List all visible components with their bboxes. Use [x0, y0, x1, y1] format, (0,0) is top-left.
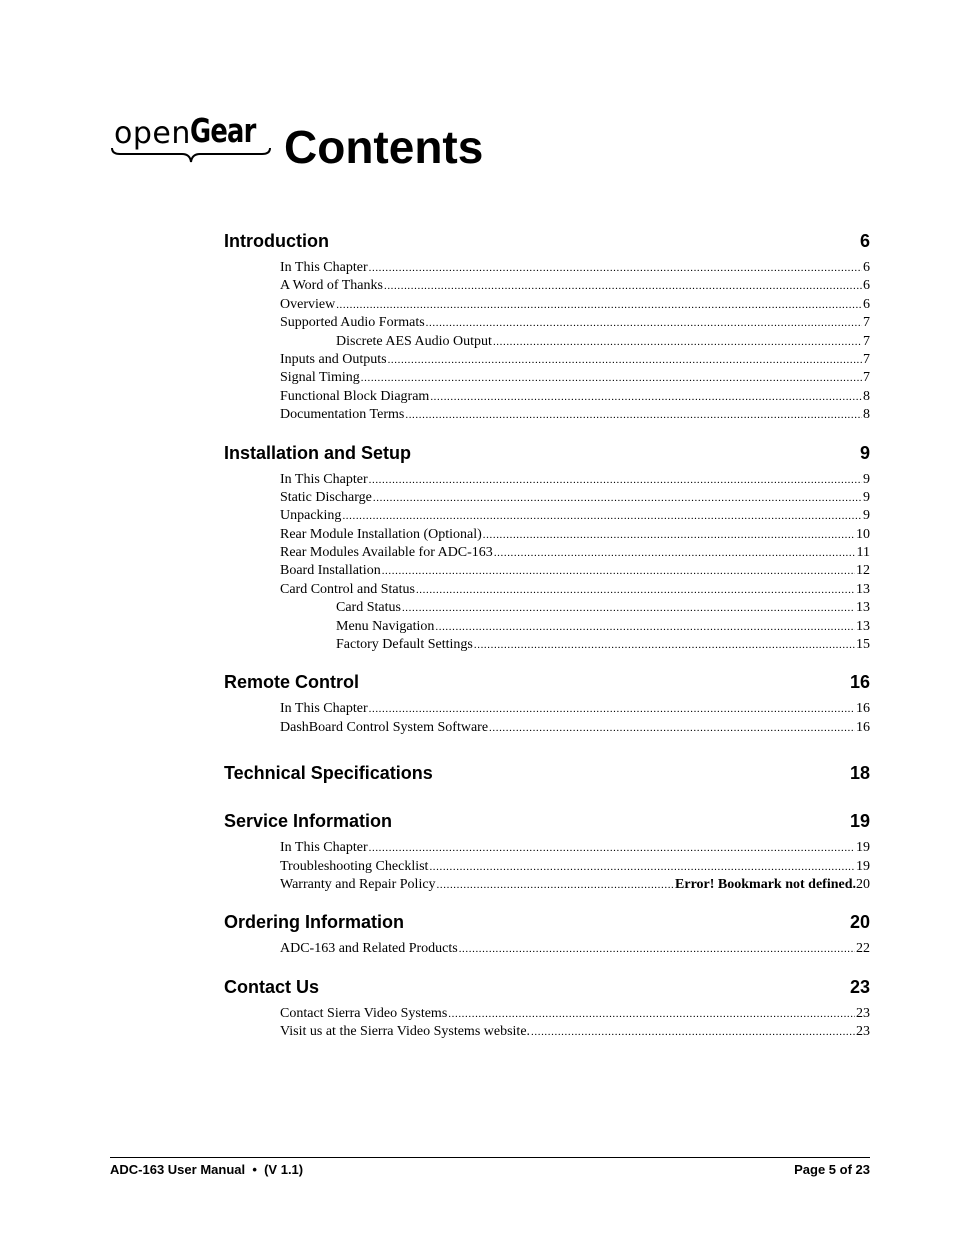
- toc-dot-leader: [373, 492, 862, 504]
- toc-entry-page: 23: [856, 1024, 870, 1040]
- toc-entry-page: 23: [856, 1005, 870, 1021]
- toc-dot-leader: [369, 703, 855, 715]
- toc-chapter: [224, 761, 870, 785]
- toc-entry-page: 12: [856, 563, 870, 579]
- toc-entry[interactable]: [280, 406, 870, 424]
- toc-dot-leader: [369, 842, 855, 854]
- toc-entry[interactable]: [280, 369, 870, 387]
- toc-chapter-title: Technical Specifications: [224, 763, 433, 784]
- page-title: Contents: [284, 121, 484, 173]
- toc-entry-label: Card Control and Status: [280, 581, 415, 597]
- toc-dot-leader: [384, 280, 862, 292]
- toc-entry[interactable]: [280, 259, 870, 277]
- toc-entry[interactable]: [280, 351, 870, 369]
- toc-entry-label: Static Discharge: [280, 489, 372, 505]
- toc-dot-leader: [405, 409, 862, 421]
- toc-entry-page: 7: [863, 351, 870, 367]
- table-of-contents: [224, 229, 870, 1042]
- footer-divider: [110, 1157, 870, 1158]
- footer-manual-title: ADC-163 User Manual • (V 1.1): [110, 1162, 304, 1177]
- toc-entry[interactable]: [280, 858, 870, 876]
- toc-entry[interactable]: [280, 296, 870, 314]
- toc-dot-leader: [448, 1008, 855, 1020]
- toc-entry-page: 19: [856, 858, 870, 874]
- toc-chapter-heading[interactable]: [224, 809, 870, 833]
- toc-entry-label: In This Chapter: [280, 701, 368, 717]
- toc-chapter-page: 6: [859, 231, 870, 251]
- toc-chapter-page: 18: [849, 763, 870, 784]
- toc-entry-page: 7: [863, 315, 870, 331]
- toc-chapter-page: 16: [849, 672, 870, 693]
- toc-entry-page: 13: [856, 581, 870, 597]
- logo-open-text: open: [114, 116, 191, 151]
- toc-entry-label: Signal Timing: [280, 370, 360, 386]
- toc-chapter: [224, 975, 870, 1042]
- toc-entry-label: Discrete AES Audio Output: [336, 333, 492, 349]
- toc-dot-leader: [416, 584, 855, 596]
- toc-entry-page: 11: [856, 545, 870, 561]
- toc-entry-label: Overview: [280, 296, 336, 312]
- toc-chapter: [224, 670, 870, 737]
- toc-dot-leader: [437, 879, 674, 891]
- toc-entry[interactable]: [280, 277, 870, 295]
- toc-entry-label: In This Chapter: [280, 840, 368, 856]
- toc-entry-page: 16: [856, 719, 870, 735]
- toc-entry-page: 20: [856, 876, 870, 892]
- toc-entry[interactable]: [280, 544, 870, 562]
- toc-entry[interactable]: [280, 526, 870, 544]
- toc-entry-label: Warranty and Repair Policy: [280, 876, 436, 892]
- toc-chapter-title: Service Information: [224, 811, 393, 832]
- toc-entry-label: Unpacking: [280, 508, 342, 524]
- toc-dot-leader: [489, 722, 855, 734]
- toc-dot-leader: [382, 565, 855, 577]
- toc-chapter-page: 9: [859, 442, 870, 463]
- footer-page-number: Page 5 of 23: [794, 1162, 870, 1177]
- toc-entry-page: 22: [856, 941, 870, 957]
- toc-entry-page: 7: [863, 333, 870, 349]
- toc-entry-page: 15: [856, 637, 870, 653]
- toc-entry-label: Functional Block Diagram: [280, 388, 430, 404]
- toc-chapter-page: 23: [849, 976, 870, 997]
- toc-chapter-title: Remote Control: [224, 672, 359, 693]
- toc-chapter-title: Ordering Information: [224, 912, 404, 933]
- toc-entry[interactable]: [280, 700, 870, 718]
- toc-entry-page: 6: [863, 278, 870, 294]
- toc-dot-leader: [361, 372, 862, 384]
- toc-chapter-heading[interactable]: [224, 975, 870, 999]
- toc-entry[interactable]: [280, 719, 870, 737]
- toc-dot-leader: [429, 861, 855, 873]
- toc-chapter-heading[interactable]: [224, 670, 870, 694]
- toc-dot-leader: [430, 391, 862, 403]
- toc-dot-leader: [474, 639, 855, 651]
- toc-entry[interactable]: [280, 940, 870, 958]
- toc-entry-label: Visit us at the Sierra Video Systems website.: [280, 1024, 531, 1040]
- toc-chapter-title: Introduction: [224, 231, 329, 251]
- toc-chapter-heading[interactable]: [224, 761, 870, 785]
- toc-entry-label: DashBoard Control System Software: [280, 719, 489, 735]
- toc-entry[interactable]: [336, 333, 870, 351]
- toc-entry[interactable]: [280, 581, 870, 599]
- toc-entry[interactable]: [280, 562, 870, 580]
- toc-entry-page: 7: [863, 370, 870, 386]
- toc-chapter: [224, 910, 870, 958]
- logo-brace-icon: [110, 146, 272, 166]
- toc-entry-page: 16: [856, 701, 870, 717]
- toc-entry[interactable]: [336, 618, 870, 636]
- toc-entry-label: Menu Navigation: [336, 618, 435, 634]
- toc-dot-leader: [531, 1026, 855, 1038]
- toc-dot-leader: [336, 299, 862, 311]
- toc-entry[interactable]: [280, 388, 870, 406]
- toc-dot-leader: [426, 317, 862, 329]
- toc-entry-page: 13: [856, 600, 870, 616]
- toc-entry-label: Inputs and Outputs: [280, 351, 387, 367]
- toc-dot-leader: [342, 510, 862, 522]
- toc-dot-leader: [402, 602, 855, 614]
- toc-chapter: [224, 441, 870, 655]
- toc-entry-error: Error! Bookmark not defined.: [675, 876, 856, 892]
- toc-entry-list: [224, 465, 870, 655]
- toc-entry-label: Supported Audio Formats: [280, 315, 425, 331]
- toc-entry-label: Factory Default Settings: [336, 637, 473, 653]
- toc-dot-leader: [435, 621, 855, 633]
- toc-entry-page: 9: [863, 508, 870, 524]
- toc-entry-label: Card Status: [336, 600, 401, 616]
- toc-chapter-heading[interactable]: [224, 229, 870, 253]
- toc-entry-label: Documentation Terms: [280, 407, 405, 423]
- toc-entry-list: [224, 694, 870, 737]
- toc-entry-page: 8: [863, 388, 870, 404]
- toc-entry-page: 19: [856, 840, 870, 856]
- toc-entry-label: In This Chapter: [280, 471, 368, 487]
- toc-entry-page: 6: [863, 260, 870, 275]
- toc-entry[interactable]: [336, 636, 870, 654]
- toc-chapter-title: Contact Us: [224, 976, 320, 997]
- toc-entry-page: 9: [863, 471, 870, 487]
- toc-entry-list: [224, 934, 870, 958]
- toc-entry-label: Board Installation: [280, 563, 381, 579]
- toc-chapter: [224, 809, 870, 894]
- toc-entry[interactable]: [280, 489, 870, 507]
- page-footer: [110, 1162, 870, 1177]
- toc-entry[interactable]: [280, 1005, 870, 1023]
- toc-entry-label: In This Chapter: [280, 260, 368, 275]
- toc-chapter-page: 20: [849, 912, 870, 933]
- toc-entry-page: 13: [856, 618, 870, 634]
- toc-entry-page: 10: [856, 526, 870, 542]
- toc-chapter-heading[interactable]: [224, 910, 870, 934]
- toc-entry-label: Troubleshooting Checklist: [280, 858, 429, 874]
- opengear-logo: [110, 110, 272, 168]
- toc-entry-list: [224, 253, 870, 425]
- toc-dot-leader: [494, 547, 856, 559]
- toc-entry-page: 6: [863, 296, 870, 312]
- toc-dot-leader: [483, 529, 855, 541]
- toc-dot-leader: [369, 262, 862, 274]
- toc-entry-list: [224, 833, 870, 894]
- toc-chapter: [224, 229, 870, 425]
- toc-chapter-page: 19: [849, 811, 870, 832]
- toc-entry[interactable]: [280, 471, 870, 489]
- toc-dot-leader: [388, 354, 862, 366]
- toc-entry[interactable]: [280, 839, 870, 857]
- toc-entry-label: A Word of Thanks: [280, 278, 383, 294]
- toc-entry-label: Rear Module Installation (Optional): [280, 526, 482, 542]
- toc-dot-leader: [459, 943, 855, 955]
- toc-chapter-title: Installation and Setup: [224, 442, 412, 463]
- toc-entry-list: [224, 999, 870, 1042]
- toc-entry[interactable]: [280, 314, 870, 332]
- toc-entry-page: 8: [863, 407, 870, 423]
- toc-dot-leader: [369, 474, 862, 486]
- toc-entry-page: 9: [863, 489, 870, 505]
- toc-entry[interactable]: [280, 507, 870, 525]
- toc-entry[interactable]: [336, 599, 870, 617]
- toc-entry[interactable]: [280, 1023, 870, 1041]
- toc-entry-label: Rear Modules Available for ADC-163: [280, 545, 493, 561]
- toc-dot-leader: [493, 336, 862, 348]
- toc-chapter-heading[interactable]: [224, 441, 870, 465]
- toc-entry[interactable]: [280, 876, 870, 894]
- logo-gear-text: Gear: [190, 111, 256, 150]
- toc-entry-label: Contact Sierra Video Systems: [280, 1005, 448, 1021]
- toc-entry-label: ADC-163 and Related Products: [280, 941, 458, 957]
